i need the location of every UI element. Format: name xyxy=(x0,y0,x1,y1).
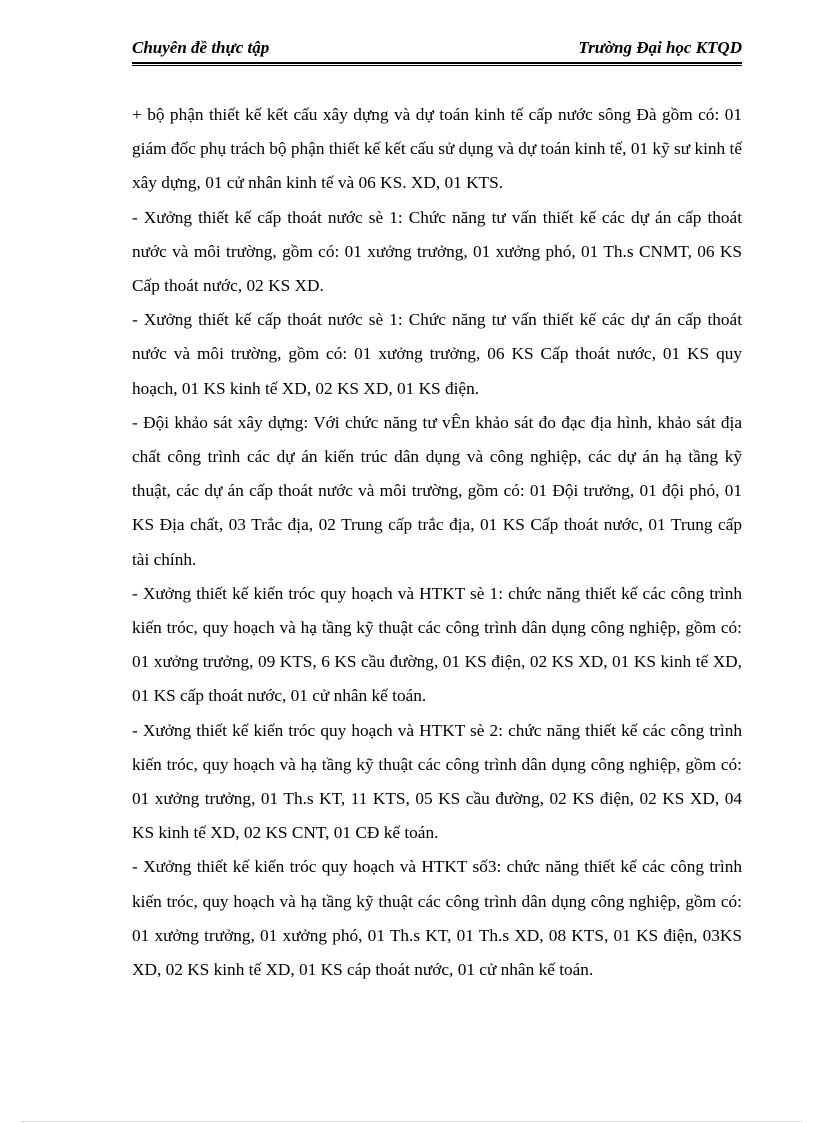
page-bottom-divider xyxy=(22,1121,802,1122)
header-document-title: Chuyên đề thực tập xyxy=(132,38,270,57)
paragraph-water-workshop-1: - Xưởng thiết kế cấp thoát nước sè 1: Chức năng tư vấn thiết kế các dự án cấp thoát nước và môi trường, gồm có: 01 xưởng trưởng, 01 xưởng phó, 01 Th.s CNMT, 06 KS Cấp thoát nước, 02 KS XD. xyxy=(132,207,742,296)
paragraph-water-workshop-1b: - Xưởng thiết kế cấp thoát nước sè 1: Chức năng tư vấn thiết kế các dự án cấp thoát nước và môi trường, gồm có: 01 xưởng trưởng, 06 KS Cấp thoát nước, 01 KS quy hoạch, 01 KS kinh tế XD, 02 KS XD, 01 KS điện. xyxy=(132,310,742,398)
document-body xyxy=(132,98,742,987)
header-university-name: Trường Đại học KTQD xyxy=(578,38,742,57)
paragraph-architecture-workshop-1: - Xưởng thiết kế kiến tróc quy hoạch và HTKT sè 1: chức năng thiết kế các công trình kiến tróc, quy hoạch và hạ tầng kỹ thuật các công trình dân dụng công nghiệp, gồm có: 01 xưởng trưởng, 09 KTS, 6 KS cầu đường, 01 KS điện, 02 KS XD, 01 KS kinh tế XD, 01 KS cấp thoát nước, 01 cử nhân kế toán. xyxy=(132,583,742,706)
page-header xyxy=(132,36,742,64)
header-divider xyxy=(132,65,742,66)
paragraph-architecture-workshop-2: - Xưởng thiết kế kiến tróc quy hoạch và HTKT sè 2: chức năng thiết kế các công trình kiến tróc, quy hoạch và hạ tầng kỹ thuật các công trình dân dụng công nghiệp, gồm có: 01 xưởng trưởng, 01 Th.s KT, 11 KTS, 05 KS cầu đường, 02 KS điện, 02 KS XD, 04 KS kinh tế XD, 02 KS CNT, 01 CĐ kế toán. xyxy=(132,720,742,843)
paragraph-survey-team: - Đội khảo sát xây dựng: Với chức năng tư vÊn khảo sát đo đạc địa hình, khảo sát địa chất công trình các dự án kiến trúc dân dụng và công nghiệp, các dự án hạ tầng kỹ thuật, các dự án cấp thoát nước và môi trường, gồm có: 01 Đội trưởng, 01 đội phó, 01 KS Địa chất, 03 Trắc địa, 02 Trung cấp trắc địa, 01 KS Cấp thoát nước, 01 Trung cấp tài chính. xyxy=(132,412,742,569)
paragraph-structural-design-unit: + bộ phận thiết kế kết cấu xây dựng và dự toán kinh tế cấp nước sông Đà gồm có: 01 giám đốc phụ trách bộ phận thiết kế kết cấu sử dụng và dự toán kinh tế, 01 kỹ sư kinh tế xây dựng, 01 cử nhân kinh tế và 06 KS. XD, 01 KTS. xyxy=(132,105,742,193)
paragraph-architecture-workshop-3: - Xưởng thiết kế kiến tróc quy hoạch và HTKT số3: chức năng thiết kế các công trình kiến tróc, quy hoạch và hạ tầng kỹ thuật các công trình dân dụng công nghiệp, gồm có: 01 xưởng trưởng, 01 xưởng phó, 01 Th.s KT, 01 Th.s XD, 08 KTS, 01 KS điện, 03KS XD, 02 KS kinh tế XD, 01 KS cáp thoát nước, 01 cử nhân kế toán. xyxy=(132,857,742,980)
